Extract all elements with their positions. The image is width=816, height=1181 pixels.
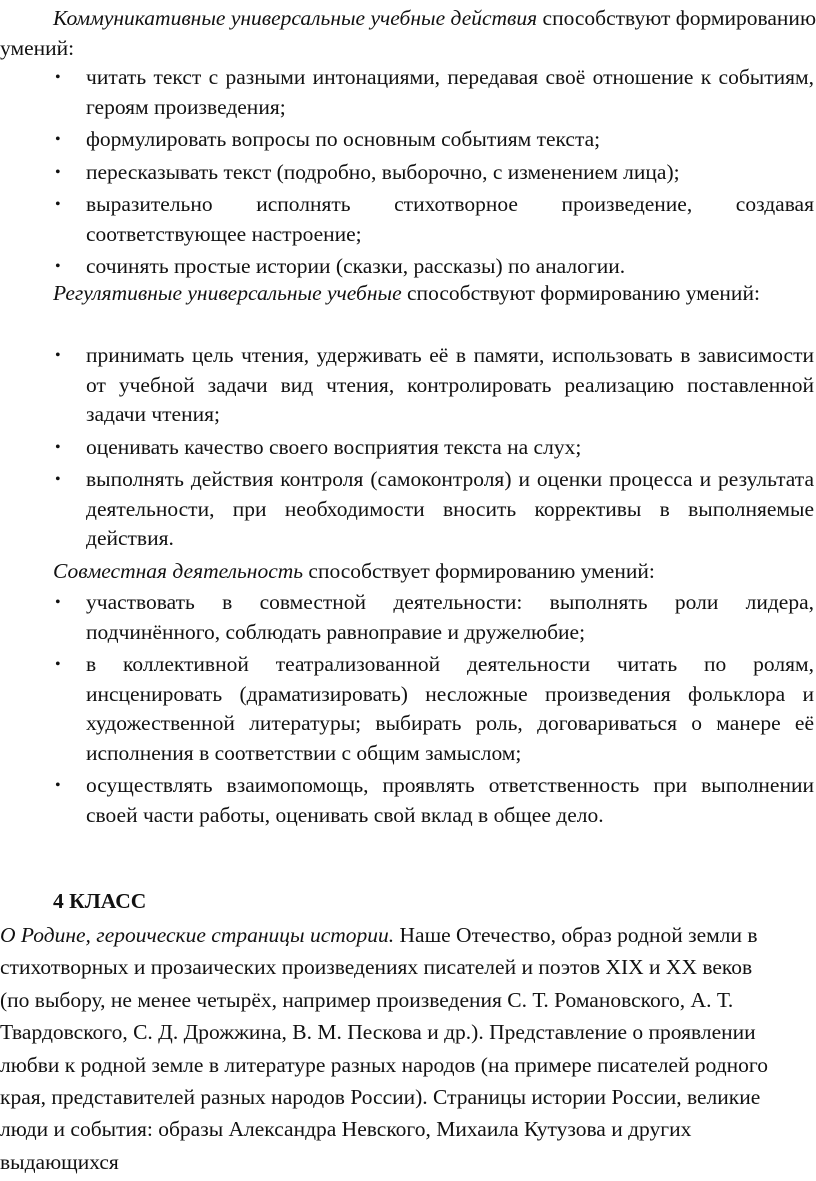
grade-body-lead: О Родине, героические страницы истории. [0, 923, 395, 947]
bullet-icon: • [55, 438, 61, 456]
list-item-text: выполнять действия контроля (самоконтроля) и оценки процесса и результата деятельности, при необходимости вносить коррективы в выполняемые действия. [86, 467, 814, 550]
bullet-icon: • [55, 69, 61, 86]
bullet-icon: • [55, 131, 61, 148]
list-item-text: оценивать качество своего восприятия текста на слух; [86, 434, 582, 459]
regulative-rest: способствуют формированию умений: [401, 281, 760, 305]
list-item-text: осуществлять взаимопомощь, проявлять ответственность при выполнении своей части работы, оценивать свой вклад в общее дело. [86, 773, 814, 827]
list-item-text: участвовать в совместной деятельности: выполнять роли лидера, подчинённого, соблюдать равноправие и дружелюбие; [86, 590, 814, 644]
regulative-intro [0, 279, 816, 309]
list-item-text: формулировать вопросы по основным событиям текста; [86, 127, 601, 151]
grade-body-rest: Наше Отечество, образ родной земли в стихотворных и прозаических произведениях писателей и поэтов XIX и XX веков (по выбору, не менее четырёх, например произведения С. Т. Романовского, А. Т. Твардовского, С. Д. Дрожжина, В. М. Пескова и др.). Представление о проявлении любви к родной земле в литературе разных народов (на примере писателей родного края, представителей разных народов России). Страницы истории России, великие люди и события: образы Александра Невского, Михаила Кутузова и других выдающихся [0, 923, 768, 1174]
list-item [0, 433, 816, 463]
bullet-icon: • [55, 777, 61, 794]
list-item [0, 771, 816, 830]
list-item-text: принимать цель чтения, удерживать её в памяти, использовать в зависимости от учебной задачи вид чтения, контролировать реализацию поставленной задачи чтения; [86, 343, 814, 426]
list-item [0, 588, 816, 647]
grade-heading: 4 КЛАСС [53, 889, 147, 913]
list-item-text: в коллективной театрализованной деятельности читать по ролям, инсценировать (драматизировать) несложные произведения фольклора и художественной литературы; выбирать роль, договариваться о манере её исполнения в соответствии с общим замыслом; [86, 652, 814, 765]
joint-intro [0, 557, 816, 587]
list-item [0, 63, 816, 122]
joint-rest: способствует формированию умений: [303, 559, 655, 583]
list-item [0, 252, 816, 282]
list-item [0, 158, 816, 188]
bullet-icon: • [55, 163, 61, 181]
joint-lead: Совместная деятельность [53, 559, 304, 583]
list-item [0, 341, 816, 430]
communicative-rest: способствуют формированию умений: [0, 6, 816, 60]
list-item [0, 125, 816, 155]
bullet-icon: • [55, 471, 61, 488]
regulative-list [0, 341, 816, 554]
bullet-icon: • [55, 656, 61, 673]
list-item [0, 650, 816, 768]
grade-body [0, 919, 780, 1178]
bullet-icon: • [55, 594, 61, 611]
bullet-icon: • [55, 196, 61, 213]
communicative-lead: Коммуникативные универсальные учебные действия [53, 6, 538, 30]
list-item-text: выразительно исполнять стихотворное произведение, создавая соответствующее настроение; [86, 192, 814, 246]
communicative-intro [0, 4, 816, 63]
bullet-icon: • [55, 258, 61, 275]
list-item-text: сочинять простые истории (сказки, рассказы) по аналогии. [86, 254, 626, 278]
joint-list [0, 588, 816, 830]
bullet-icon: • [55, 347, 61, 364]
communicative-list [0, 63, 816, 282]
regulative-lead: Регулятивные универсальные учебные [53, 281, 402, 305]
list-item-text: читать текст с разными интонациями, передавая своё отношение к событиям, героям произведения; [86, 65, 814, 119]
list-item [0, 190, 816, 249]
list-item [0, 465, 816, 554]
list-item-text: пересказывать текст (подробно, выборочно, с изменением лица); [86, 159, 680, 184]
